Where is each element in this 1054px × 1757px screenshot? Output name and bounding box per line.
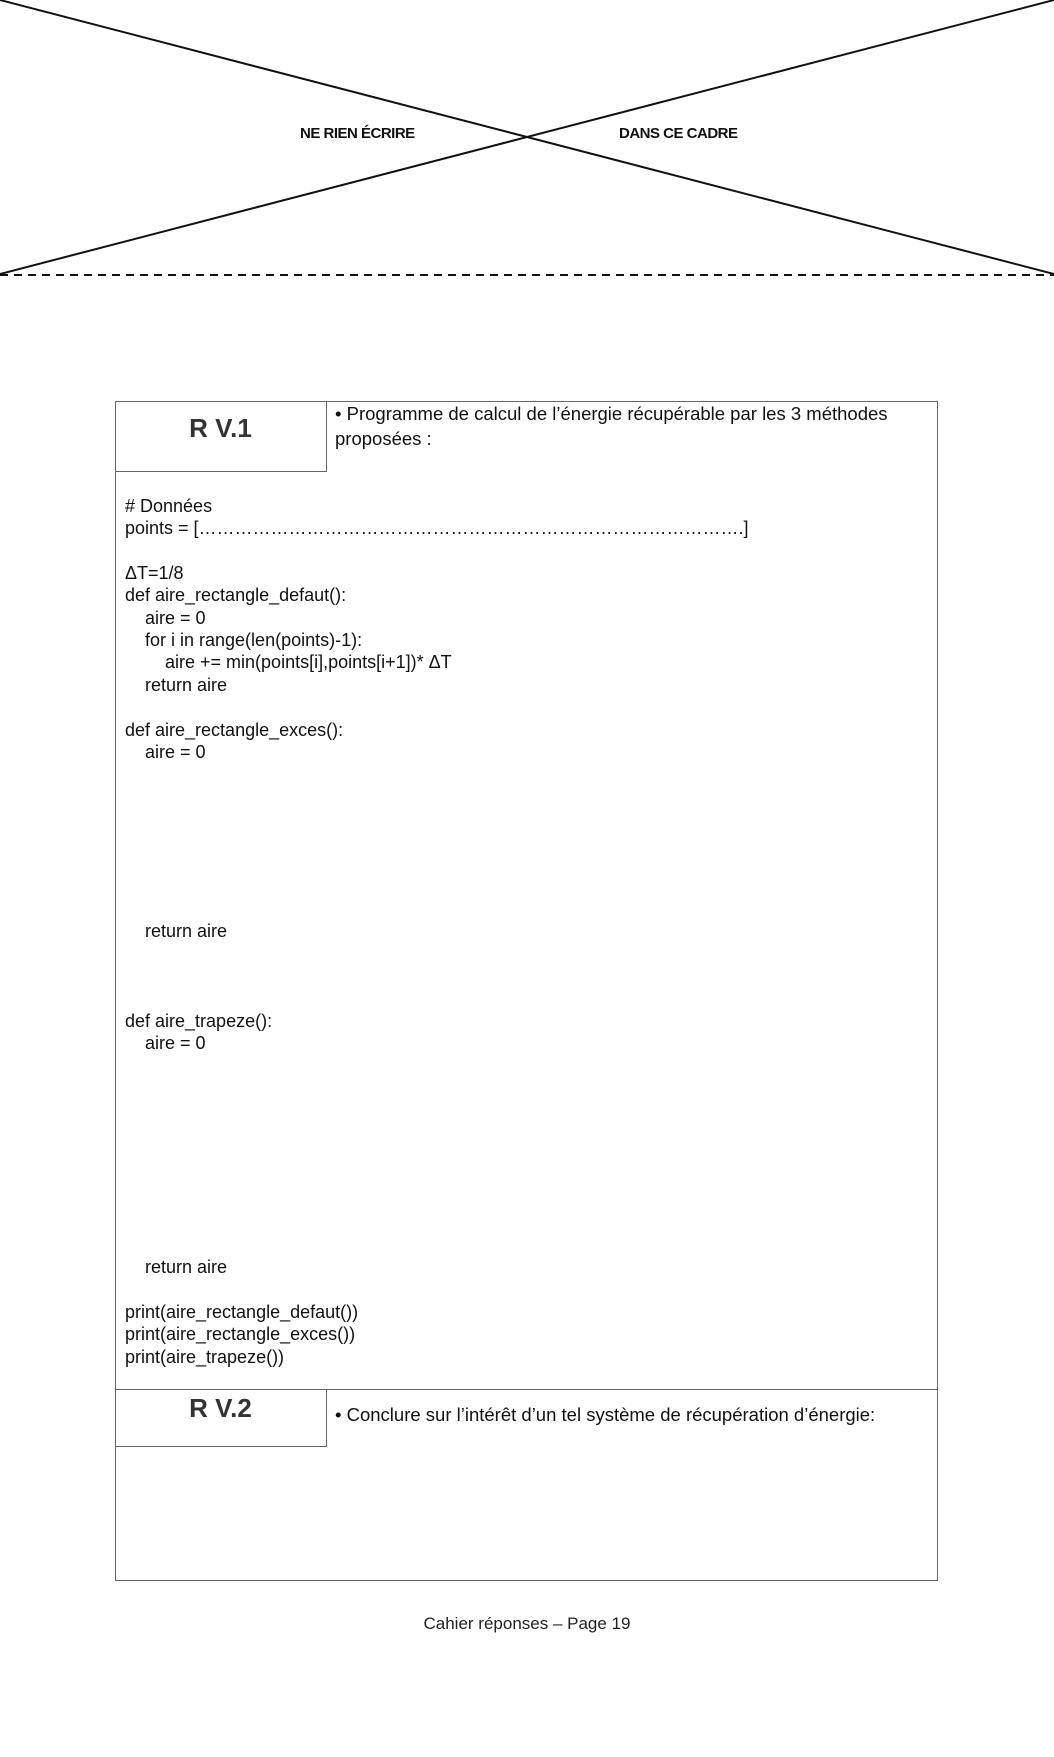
code-line: return aire (125, 675, 228, 695)
code-line: print(aire_rectangle_exces()) (125, 1324, 356, 1344)
do-not-write-cross (0, 0, 1054, 280)
code-line: def aire_rectangle_exces(): (125, 720, 344, 740)
code-line: def aire_trapeze(): (125, 1011, 273, 1031)
code-line[interactable]: points = [……………………………………………………………………………….] (125, 518, 749, 538)
code-line: def aire_rectangle_defaut(): (125, 585, 347, 605)
code-line: aire = 0 (125, 742, 206, 762)
header-left-label: NE RIEN ÉCRIRE (300, 125, 415, 142)
rv2-answer-area[interactable] (327, 1450, 927, 1575)
rv2-tag (115, 1389, 327, 1447)
rv1-tag-label: R V.1 (189, 413, 252, 443)
rv2-tag-label: R V.2 (189, 1393, 252, 1423)
rv1-tag (115, 401, 327, 472)
code-line: ΔT=1/8 (125, 563, 184, 583)
code-line: # Données (125, 496, 213, 516)
code-line: aire += min(points[i],points[i+1])* ΔT (125, 652, 452, 672)
code-line: print(aire_rectangle_defaut()) (125, 1302, 359, 1322)
page-footer: Cahier réponses – Page 19 (423, 1614, 631, 1633)
code-line: aire = 0 (125, 608, 206, 628)
code-line: return aire (125, 1257, 228, 1277)
rv1-prompt: • Programme de calcul de l’énergie récupérable par les 3 méthodes proposées : (335, 403, 888, 449)
code-line: aire = 0 (125, 1033, 206, 1053)
rv2-prompt: • Conclure sur l’intérêt d’un tel système de récupération d’énergie: (335, 1404, 876, 1425)
code-line: return aire (125, 921, 228, 941)
header-right-label: DANS CE CADRE (619, 125, 738, 142)
code-line: for i in range(len(points)-1): (125, 630, 363, 650)
code-line: print(aire_trapeze()) (125, 1347, 285, 1367)
